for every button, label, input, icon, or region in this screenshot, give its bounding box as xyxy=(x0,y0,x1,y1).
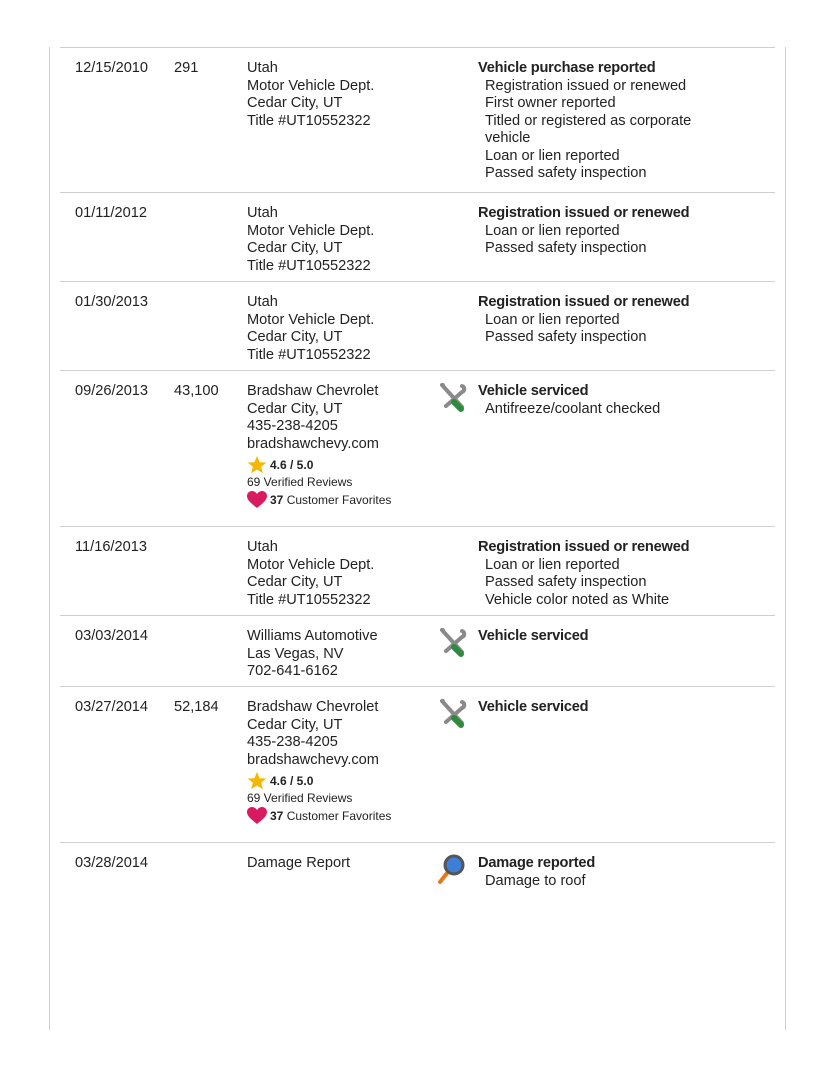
source-line: Title #UT10552322 xyxy=(247,346,371,363)
rating-value: 4.6 / 5.0 xyxy=(270,457,314,472)
history-record xyxy=(60,687,775,843)
history-record xyxy=(60,48,775,193)
service-tools-icon xyxy=(437,381,467,413)
source-line: Title #UT10552322 xyxy=(247,591,371,608)
comment-item: First owner reported xyxy=(485,95,616,111)
history-record xyxy=(60,193,775,282)
comment-title: Vehicle serviced xyxy=(478,628,589,644)
rating-value: 4.6 / 5.0 xyxy=(270,773,314,788)
comment-item: Titled or registered as corporate xyxy=(485,112,692,129)
customer-favorites xyxy=(247,807,391,825)
source-line: Damage Report xyxy=(247,855,351,871)
record-source xyxy=(247,383,391,509)
record-date: 01/30/2013 xyxy=(75,294,149,310)
comment-item: Damage to roof xyxy=(485,872,586,889)
comment-title: Registration issued or renewed xyxy=(478,294,690,310)
record-source xyxy=(247,699,391,825)
source-line: Title #UT10552322 xyxy=(247,112,371,129)
source-line: Utah xyxy=(247,60,278,76)
favorites-count: 37 xyxy=(270,492,284,507)
dealer-name-link[interactable]: Williams Automotive xyxy=(247,628,378,644)
source-line: Cedar City, UT xyxy=(247,574,343,590)
record-comments xyxy=(478,294,689,347)
record-odometer: 291 xyxy=(174,60,199,76)
record-odometer: 52,184 xyxy=(174,699,219,715)
comment-item: Passed safety inspection xyxy=(485,240,647,256)
source-line: Title #UT10552322 xyxy=(247,257,371,274)
record-comments xyxy=(478,628,588,646)
record-comments xyxy=(478,699,588,717)
dealer-phone: 435-238-4205 xyxy=(247,418,338,434)
record-date: 01/11/2012 xyxy=(75,205,147,221)
history-record xyxy=(60,371,775,527)
record-comments xyxy=(478,205,689,258)
dealer-rating[interactable] xyxy=(247,456,391,474)
record-comments xyxy=(478,539,689,609)
comment-item: Vehicle color noted as White xyxy=(485,591,670,608)
comment-item: Loan or lien reported xyxy=(485,556,620,573)
comment-item: Loan or lien reported xyxy=(485,147,620,164)
star-icon xyxy=(247,456,267,474)
record-date: 03/27/2014 xyxy=(75,699,149,715)
comment-item: vehicle xyxy=(485,130,531,146)
comment-item: Passed safety inspection xyxy=(485,165,647,181)
source-line: Cedar City, UT xyxy=(247,400,343,417)
record-source xyxy=(247,539,374,609)
history-record xyxy=(60,527,775,616)
record-date: 11/16/2013 xyxy=(75,539,147,555)
heart-icon xyxy=(247,807,267,825)
favorites-label: Customer Favorites xyxy=(286,492,392,507)
dealer-rating[interactable] xyxy=(247,772,391,790)
record-date: 12/15/2010 xyxy=(75,60,149,76)
comment-item: Passed safety inspection xyxy=(485,574,647,590)
comment-item: Loan or lien reported xyxy=(485,311,620,328)
record-comments xyxy=(478,383,660,418)
service-tools-icon xyxy=(437,697,467,729)
source-line: Motor Vehicle Dept. xyxy=(247,222,375,239)
comment-title: Registration issued or renewed xyxy=(478,205,690,221)
frame-right-border xyxy=(785,47,786,1030)
comment-item: Antifreeze/coolant checked xyxy=(485,400,661,417)
dealer-name-link[interactable]: Bradshaw Chevrolet xyxy=(247,699,379,715)
comment-item: Loan or lien reported xyxy=(485,222,620,239)
damage-magnifier-icon xyxy=(437,853,467,885)
record-comments xyxy=(478,60,691,183)
heart-icon xyxy=(247,491,267,509)
comment-title: Vehicle purchase reported xyxy=(478,60,656,76)
comment-title: Registration issued or renewed xyxy=(478,539,690,555)
dealer-website-link[interactable]: bradshawchevy.com xyxy=(247,435,379,452)
record-source xyxy=(247,294,374,364)
record-source xyxy=(247,855,350,873)
customer-favorites xyxy=(247,491,391,509)
dealer-phone: 435-238-4205 xyxy=(247,734,338,750)
source-line: Las Vegas, NV xyxy=(247,645,344,662)
source-line: Cedar City, UT xyxy=(247,329,343,345)
frame-left-border xyxy=(49,47,50,1030)
record-date: 09/26/2013 xyxy=(75,383,149,399)
source-line: Utah xyxy=(247,205,278,221)
dealer-name-link[interactable]: Bradshaw Chevrolet xyxy=(247,383,379,399)
record-source xyxy=(247,205,374,275)
source-line: Cedar City, UT xyxy=(247,716,343,733)
record-odometer: 43,100 xyxy=(174,383,219,399)
history-record xyxy=(60,282,775,371)
source-line: Cedar City, UT xyxy=(247,95,343,111)
dealer-website-link[interactable]: bradshawchevy.com xyxy=(247,751,379,768)
comment-title: Damage reported xyxy=(478,855,596,871)
verified-reviews-link[interactable]: 69 Verified Reviews xyxy=(247,475,353,489)
record-date: 03/03/2014 xyxy=(75,628,149,644)
comment-title: Vehicle serviced xyxy=(478,383,589,399)
source-line: Motor Vehicle Dept. xyxy=(247,556,375,573)
service-tools-icon xyxy=(437,626,467,658)
comment-item: Registration issued or renewed xyxy=(485,77,687,94)
history-record xyxy=(60,616,775,687)
record-source xyxy=(247,60,374,130)
source-line: Motor Vehicle Dept. xyxy=(247,311,375,328)
comment-item: Passed safety inspection xyxy=(485,329,647,345)
comment-title: Vehicle serviced xyxy=(478,699,589,715)
source-line: Motor Vehicle Dept. xyxy=(247,77,375,94)
record-comments xyxy=(478,855,595,890)
source-line: Utah xyxy=(247,294,278,310)
record-date: 03/28/2014 xyxy=(75,855,149,871)
source-line: Cedar City, UT xyxy=(247,240,343,256)
verified-reviews-link[interactable]: 69 Verified Reviews xyxy=(247,791,353,805)
history-record xyxy=(60,843,775,897)
source-line: Utah xyxy=(247,539,278,555)
favorites-label: Customer Favorites xyxy=(286,808,392,823)
record-source xyxy=(247,628,378,681)
favorites-count: 37 xyxy=(270,808,284,823)
dealer-phone: 702-641-6162 xyxy=(247,663,338,679)
star-icon xyxy=(247,772,267,790)
